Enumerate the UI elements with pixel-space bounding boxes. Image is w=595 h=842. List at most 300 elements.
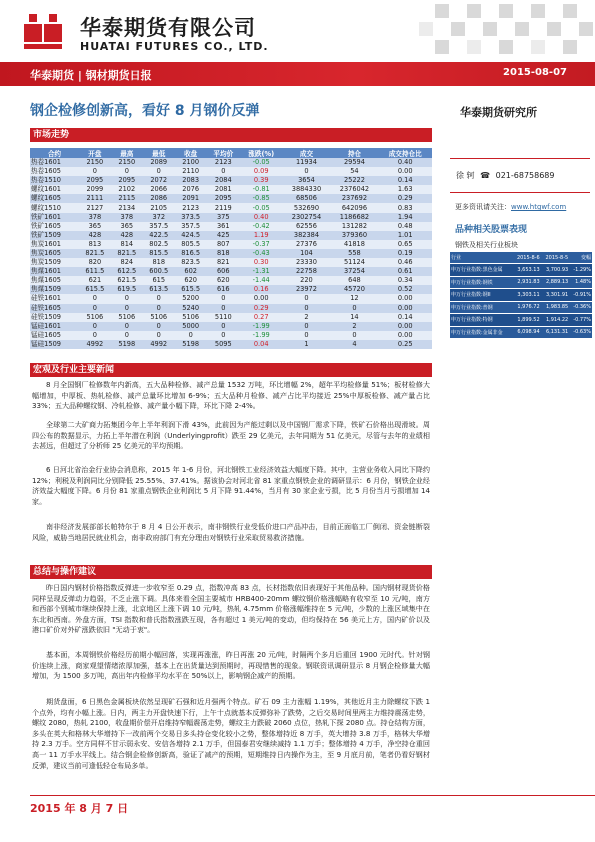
table-row [30,313,432,322]
table-cell: 532690 [282,203,330,212]
table-cell: 2150 [111,158,143,167]
table-cell: 621.5 [111,276,143,285]
table-row [450,314,592,327]
table-cell: 104 [282,249,330,258]
table-cell: 365 [111,222,143,231]
table-cell: -0.81 [240,185,283,194]
table-cell: 0 [79,331,111,340]
table-cell: 29594 [330,158,378,167]
table-cell: 422.5 [143,231,175,240]
table-cell: 锰硅1601 [30,322,79,331]
table-cell: 0 [111,167,143,176]
table-cell: 615.5 [79,285,111,294]
table-cell: 0.00 [378,331,432,340]
table-cell: 0 [207,304,240,313]
table-row [30,340,432,349]
table-row [30,304,432,313]
table-cell: 0 [111,331,143,340]
table-cell: 2119 [207,203,240,212]
table-cell: 焦炭1509 [30,258,79,267]
table-cell: 11934 [282,158,330,167]
table-cell: 51124 [330,258,378,267]
table-cell: 焦煤1605 [30,276,79,285]
table-cell: 0 [79,294,111,303]
table-cell: 0 [111,294,143,303]
table-cell: 648 [330,276,378,285]
table-cell: 0 [79,322,111,331]
header-decoration [415,0,595,62]
table-cell: 612.5 [111,267,143,276]
table-cell: 2134 [111,203,143,212]
column-header: 成交持仓比 [378,148,432,158]
table-cell: 0 [282,167,330,176]
table-cell: 818 [207,249,240,258]
company-logo [20,10,70,52]
column-header: 最低 [143,148,175,158]
table-cell: 818 [143,258,175,267]
table-cell: 378 [79,213,111,222]
table-cell: 814 [111,240,143,249]
brand-name-cn: 华泰期货有限公司 [80,16,256,40]
table-cell: 2 [282,313,330,322]
table-cell: 2,889.13 [541,276,570,289]
table-cell: 5198 [111,340,143,349]
table-cell: 4992 [143,340,175,349]
table-cell: 0 [330,304,378,313]
table-cell: 382384 [282,231,330,240]
table-cell: 62556 [282,222,330,231]
table-cell: 0.46 [378,258,432,267]
column-header: 行业 [450,252,512,264]
table-cell: -0.05 [240,158,283,167]
table-cell: 0 [175,331,207,340]
table-cell: 620 [207,276,240,285]
table-cell: 0.00 [378,322,432,331]
table-cell: 0.29 [378,194,432,203]
table-cell: 425 [207,231,240,240]
table-cell: 2081 [207,185,240,194]
table-cell: 821.5 [79,249,111,258]
table-cell: 0.30 [240,258,283,267]
table-cell: 0.39 [240,176,283,185]
table-cell: -0.37 [240,240,283,249]
column-header: 合约 [30,148,79,158]
stock-section-subtitle: 钢铁及相关行业板块 [455,241,518,249]
table-cell: 0.40 [240,213,283,222]
table-cell: 0 [282,322,330,331]
stock-section-title: 品种相关股票表现 [455,225,528,235]
table-cell: 372 [143,213,175,222]
table-cell: 0.14 [378,176,432,185]
table-cell: 5106 [175,313,207,322]
table-cell: 0 [207,294,240,303]
divider [450,192,590,193]
table-cell: 锰硅1605 [30,331,79,340]
stock-table [450,252,592,339]
table-cell: 428 [79,231,111,240]
table-cell: 0 [143,167,175,176]
table-cell: 802.5 [143,240,175,249]
table-cell: 613.5 [143,285,175,294]
macro-paragraph: 南非经济发展部部长帕特尔于 8 月 4 日公开表示，南非钢铁行业受低价进口产品冲击，目前正面临工厂倒闭、资金链断裂风险，威胁当地居民就业机会，南非政府部门有充分理由对钢铁行业采取贸易救济措施。 [32,522,430,542]
table-cell: 642096 [330,203,378,212]
table-cell: 4 [330,340,378,349]
report-headline: 钢企检修创新高，看好 8 月钢价反弹 [30,103,260,119]
table-cell: 23330 [282,258,330,267]
table-cell: 0.00 [378,294,432,303]
table-cell: 4992 [79,340,111,349]
table-cell: 0 [79,167,111,176]
table-row [450,301,592,314]
table-cell: 0 [207,322,240,331]
table-cell: 2123 [207,158,240,167]
table-cell: 0 [330,331,378,340]
table-cell: 2127 [79,203,111,212]
website-link[interactable]: www.htgwf.com [511,203,567,211]
table-cell: 0.61 [378,267,432,276]
table-row [450,264,592,277]
table-cell: 螺纹1601 [30,185,79,194]
table-cell: -0.85 [240,194,283,203]
table-cell: 0.09 [240,167,283,176]
table-cell: 1,983.85 [541,301,570,314]
table-cell: 816.5 [175,249,207,258]
column-header: 平均价 [207,148,240,158]
table-cell: 22758 [282,267,330,276]
table-cell: 2095 [111,176,143,185]
table-cell: 1.63 [378,185,432,194]
table-cell: 6,098.94 [512,326,541,339]
table-cell: 0.14 [378,313,432,322]
market-table [30,148,432,349]
table-cell: -0.42 [240,222,283,231]
column-header: 变幅 [569,252,592,264]
table-row [30,276,432,285]
table-cell: 815.5 [143,249,175,258]
table-cell: 1,976.72 [512,301,541,314]
table-cell: 2100 [175,158,207,167]
table-cell: 1.48% [569,276,592,289]
research-institute: 华泰期货研究所 [460,106,537,119]
table-cell: 5106 [111,313,143,322]
column-header: 2015-8-6 [512,252,541,264]
table-cell: 热卷1601 [30,158,79,167]
table-cell: 0.00 [378,304,432,313]
table-cell: 2089 [143,158,175,167]
table-cell: 焦煤1509 [30,285,79,294]
table-cell: 0.34 [378,276,432,285]
table-cell: 焦煤1601 [30,267,79,276]
table-cell: 0.00 [240,294,283,303]
table-cell: 1.01 [378,231,432,240]
table-cell: 2072 [143,176,175,185]
table-cell: 申万行业指数:普钢 [450,301,512,314]
table-cell: 2302754 [282,213,330,222]
table-cell: 2376042 [330,185,378,194]
column-header: 开盘 [79,148,111,158]
table-cell: 0 [143,304,175,313]
table-cell: 0.29 [240,304,283,313]
brand-name-en: HUATAI FUTURES CO., LTD. [80,40,269,53]
table-cell: 申万行业指数:黑色金属 [450,264,512,277]
market-table-header [30,148,432,158]
table-cell: 823.5 [175,258,207,267]
web-info [455,202,566,212]
table-cell: 3654 [282,176,330,185]
table-cell: 5106 [143,313,175,322]
table-cell: 5198 [175,340,207,349]
table-row [30,294,432,303]
table-cell: 申万行业指数:钢铁 [450,276,512,289]
table-cell: 131282 [330,222,378,231]
table-cell: -0.36% [569,301,592,314]
table-cell: 0 [282,331,330,340]
table-row [30,240,432,249]
table-cell: 615.5 [175,285,207,294]
table-cell: 申万行业指数:特钢 [450,314,512,327]
table-cell: 0 [282,304,330,313]
table-row [30,194,432,203]
table-cell: 2150 [79,158,111,167]
table-cell: 1,899.52 [512,314,541,327]
table-cell: 25222 [330,176,378,185]
column-header: 成交 [282,148,330,158]
table-cell: 铁矿1601 [30,213,79,222]
table-cell: 2,931.83 [512,276,541,289]
table-cell: 0.40 [378,158,432,167]
table-cell: 3,653.13 [512,264,541,277]
table-cell: 2083 [175,176,207,185]
table-cell: 2115 [111,194,143,203]
table-cell: 2110 [175,167,207,176]
table-cell: 807 [207,240,240,249]
table-cell: 27376 [282,240,330,249]
table-cell: -0.91% [569,289,592,302]
table-cell: 375 [207,213,240,222]
table-row [30,176,432,185]
table-cell: 54 [330,167,378,176]
table-cell: 611.5 [79,267,111,276]
table-cell: 365 [79,222,111,231]
table-cell: 820 [79,258,111,267]
table-cell: 12 [330,294,378,303]
table-row [30,213,432,222]
table-cell: 螺纹1510 [30,203,79,212]
table-cell: 0 [143,294,175,303]
macro-paragraph: 全球第二大矿商力拓集团今年上半年利润下滑 43%，此前因为产能过剩以及中国钢厂需求下降，铁矿石价格出现滑坡。周四公布的数据显示，力拓上半年潜在利润（Underlyingprofit）跌至 29 亿美元，去年同期为 51 亿美元，尽管与去年的业绩相去甚远，但超过了分析师 25 亿美元的平均预期。 [32,420,430,451]
table-cell: 1 [282,340,330,349]
table-row [450,289,592,302]
table-cell: 357.5 [143,222,175,231]
table-cell: 0.52 [378,285,432,294]
column-header: 最高 [111,148,143,158]
table-cell: 0.16 [240,285,283,294]
table-cell: 621 [79,276,111,285]
table-cell: 606 [207,267,240,276]
column-header: 收盘 [175,148,207,158]
table-cell: -1.29% [569,264,592,277]
table-cell: 0 [143,322,175,331]
table-cell: 428 [111,231,143,240]
table-cell: 0 [79,304,111,313]
report-series-title: 华泰期货 | 钢材期货日报 [30,69,152,82]
table-cell: 616 [207,285,240,294]
summary-paragraph: 期货盘面，6 日黑色金属板块依然呈现矿石强和近月强两个特点。矿石 09 主力涨幅 1.19%，其他近月主力除螺纹下跌 1 个点外，均有小幅上涨。日内，两主力开盘快速下行，上午十点就基本反弹弥补了跌势，之后交易时间里两主力维持震荡走势，螺纹 2080，热轧 2100，收盘期价偿开启维持窄幅震荡走势，螺纹主力跌破 2060 点位，热轧下探 2080 点。持仓结构方面，多头在英大和格林大华增持下一改前两个交易日多头持仓变化较小之势，整体增持近 8 万手，英大增持 3.8 万手，格林大华增持 2.3 万手。空方同样不甘示弱永安、安信各增持 2.1 万手，但国泰君安继续减持 1.1 万手；整体增持 4 万手，净空持仓重回高一 11 万手水平线上。结合钢企检修创新高，验证了减产的预期，短期维持日内操作为主，至 9 月底月前，笔者仍看好钢材反弹，建议当前可逢低轻仓布局多单。 [32,697,430,770]
table-row [30,222,432,231]
table-cell: 热卷1605 [30,167,79,176]
table-cell: 1.19 [240,231,283,240]
table-cell: 602 [175,267,207,276]
table-cell: 0.19 [378,249,432,258]
table-cell: 硅铁1605 [30,304,79,313]
table-cell: 0.25 [378,340,432,349]
macro-paragraph: 6 日河北省治金行业协会消息称，2015 年 1-6 月份，河北钢铁工业经济效益大幅度下降。其中，主营业务收入同比下降约 12%；利税及利润同比分别降低 25.55%、37.41%。据该协会对河北省 81 家重点钢铁企业的调研显示：6 月份，钢铁企业经济效益大幅度下降。6 月份 81 家重点钢铁企业利润比 5 月下降 91.44%，当月有 30 家企业亏损，比 5 月份当月亏损增加 14 家。 [32,465,430,506]
table-cell: 0.04 [240,340,283,349]
table-cell: 0 [143,331,175,340]
table-cell: 357.5 [175,222,207,231]
report-title-bar [0,62,595,86]
divider [450,158,590,159]
table-cell: 5110 [207,313,240,322]
table-row [30,267,432,276]
table-cell: 5095 [207,340,240,349]
table-row [30,167,432,176]
table-cell: 热卷1510 [30,176,79,185]
table-row [450,276,592,289]
table-row [30,158,432,167]
table-cell: 2066 [143,185,175,194]
table-cell: 申万行业指数:钢II [450,289,512,302]
table-cell: 615 [143,276,175,285]
column-header: 涨跌(%) [240,148,283,158]
table-cell: -1.44 [240,276,283,285]
table-row [30,249,432,258]
table-row [30,285,432,294]
table-cell: 2 [330,322,378,331]
section-macro: 宏观及行业主要新闻 [30,363,432,377]
table-cell: 焦炭1601 [30,240,79,249]
table-cell: 2076 [175,185,207,194]
table-cell: 0 [111,322,143,331]
section-market: 市场走势 [30,128,432,142]
analyst-name: 徐 轲 [456,171,475,180]
table-cell: 37254 [330,267,378,276]
footer-divider [30,795,595,796]
table-cell: 3,700.93 [541,264,570,277]
table-cell: 220 [282,276,330,285]
table-cell: 14 [330,313,378,322]
table-cell: 2111 [79,194,111,203]
table-cell: 0.65 [378,240,432,249]
table-cell: 铁矿1605 [30,222,79,231]
table-row [30,231,432,240]
table-cell: 821.5 [111,249,143,258]
table-cell: 558 [330,249,378,258]
table-cell: -0.63% [569,326,592,339]
summary-paragraph: 昨日国内钢材价格指数反弹进一步收窄至 0.29 点，指数冲高 83 点，长材指数依旧表现好于其他品种。国内钢材现货价格同样呈现反弹动力趋弱，不乏止涨下调。具体来看全国主要城市 HRB400-20mm 螺纹钢价格涨幅略有收窄至 10 元/吨，南方和西部个别城市继续保持上涨，北京地区上涨下调 10 元/吨，热轧 4.75mm 价格涨幅维持在 5 元/吨，少数的上涨区域集中在东北和西南。外盘方面，TSI 指数和普氏指数涨跌互现，各有超过 1 美元/吨的变动，但均保持在 56 美元上方，国内矿价以及港口矿价对外矿涨跌依旧 "无动于衷"。 [32,583,430,635]
table-cell: 2102 [111,185,143,194]
table-cell: 螺纹1605 [30,194,79,203]
table-cell: -1.99 [240,331,283,340]
column-header: 持仓 [330,148,378,158]
analyst-phone: 021-68758689 [495,171,555,180]
table-cell: 813 [79,240,111,249]
table-cell: 2105 [143,203,175,212]
table-cell: 铁矿1509 [30,231,79,240]
table-cell: 1,914.22 [541,314,570,327]
column-header: 2015-8-5 [541,252,570,264]
table-row [30,185,432,194]
table-cell: -0.05 [240,203,283,212]
table-cell: 2099 [79,185,111,194]
table-cell: -1.31 [240,267,283,276]
table-cell: 5240 [175,304,207,313]
table-cell: 2084 [207,176,240,185]
table-cell: 805.5 [175,240,207,249]
table-cell: 6,131.31 [541,326,570,339]
table-cell: 5000 [175,322,207,331]
table-cell: 821 [207,258,240,267]
table-cell: 23972 [282,285,330,294]
table-row [30,331,432,340]
table-cell: 68506 [282,194,330,203]
table-cell: 41818 [330,240,378,249]
table-cell: 1186682 [330,213,378,222]
table-cell: 3,303.11 [512,289,541,302]
table-cell: 600.5 [143,267,175,276]
table-cell: 0 [282,294,330,303]
table-row [30,322,432,331]
table-cell: 237692 [330,194,378,203]
table-row [30,203,432,212]
table-cell: 0 [207,331,240,340]
table-row [30,258,432,267]
table-cell: 0.00 [378,167,432,176]
table-cell: 620 [175,276,207,285]
table-cell: -0.77% [569,314,592,327]
table-cell: -1.99 [240,322,283,331]
table-cell: 5200 [175,294,207,303]
web-label: 更多资讯请关注： [455,203,511,211]
table-cell: 5106 [79,313,111,322]
table-cell: 2123 [175,203,207,212]
section-summary: 总结与操作建议 [30,565,432,579]
table-cell: 2095 [207,194,240,203]
analyst-contact [456,170,554,181]
table-cell: 1.94 [378,213,432,222]
table-cell: 379360 [330,231,378,240]
table-cell: 硅铁1601 [30,294,79,303]
table-cell: 0 [111,304,143,313]
table-cell: 361 [207,222,240,231]
phone-icon: ☎ [480,171,491,180]
table-cell: 2086 [143,194,175,203]
table-cell: 3,301.91 [541,289,570,302]
table-cell: 焦炭1605 [30,249,79,258]
summary-paragraph: 基本面，本周钢铁价格经历前期小幅回落，实现再涨涨，昨日再涨 20 元/吨，时隔两个多月后重回 1900 元时代。针对钢价连续上涨，商家观望情绪浓厚加强，基本上在出货量达到预期时，再现惜售的现象。钢联资讯调研显示 8 月钢企检修量大幅增加，为 1500 多万吨，高出年内检修平均水平在 50%以上，影响钢企减产的预期。 [32,650,430,681]
table-cell: 申万行业指数:金属非金 [450,326,512,339]
table-cell: -0.43 [240,249,283,258]
table-cell: 0.27 [240,313,283,322]
stock-table-header [450,252,592,264]
table-cell: 2095 [79,176,111,185]
table-cell: 619.5 [111,285,143,294]
table-row [450,326,592,339]
table-cell: 0.48 [378,222,432,231]
table-cell: 3884330 [282,185,330,194]
macro-paragraph: 8 月全国钢厂检修数年内新高，五大品种检修、减产总量 1532 万吨，环比增幅 2%，超年平均检修量 51%；板材检修大幅增加，中厚板、热轧检修、减产总量环比增加 6-9%；五大品种月检修、减产占比平均接近 25%中厚板检修、减产量占比 33%；五大品种螺纹钢、冷轧检修、减产量小幅下降，环比下降 2-4%。 [32,380,430,411]
table-cell: 424.5 [175,231,207,240]
